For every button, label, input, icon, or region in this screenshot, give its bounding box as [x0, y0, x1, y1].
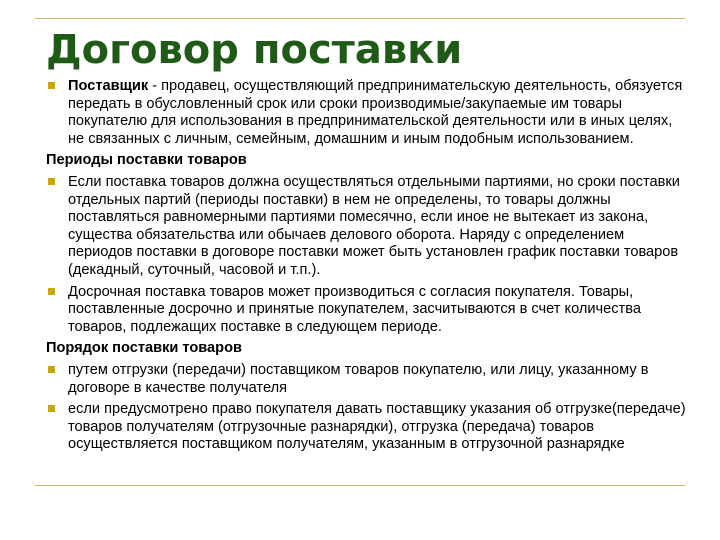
- supplier-term: Поставщик: [68, 78, 149, 94]
- square-bullet-icon: [48, 405, 55, 412]
- bullet-text: Если поставка товаров должна осуществляться отдельными партиями, но сроки поставки отдельных партий (периоды поставки) в нем не определены, то товары должны поставляться равномерными партиями помесячно, если иное не вытекает из закона, существа обязательства или обычаев делового оборота. Наряду с определением периодов поставки в договоре поставки может быть установлен график поставки товаров (декадный, суточный, часовой и т.п.).: [68, 173, 680, 278]
- square-bullet-icon: [48, 288, 55, 295]
- heading-delivery-periods: Периоды поставки товаров: [46, 152, 247, 169]
- slide-title: Договор поставки: [46, 27, 463, 73]
- supplier-definition-text: - продавец, осуществляющий предпринимательскую деятельность, обязуется передать в обусловленный срок или сроки производимые/закупаемые им товары покупателю для использования в предпринимательской деятельности или в иных целях, не связанных с личным, семейным, домашним и иным подобным использованием.: [68, 78, 683, 147]
- bullet-text: если предусмотрено право покупателя давать поставщику указания об отгрузке(передаче) товаров получателям (отгрузочные разнарядки), отгрузка (передача) товаров осуществляется поставщиком получателям, указанным в отгрузочной разнарядке: [68, 401, 686, 453]
- square-bullet-icon: [48, 366, 55, 373]
- bullet-text: путем отгрузки (передачи) поставщиком товаров покупателю, или лицу, указанному в договоре в качестве получателя: [68, 361, 649, 396]
- bullet-delivery-order-1: [46, 362, 686, 397]
- bullet-supplier-definition: [46, 78, 686, 148]
- square-bullet-icon: [48, 178, 55, 185]
- bullet-delivery-periods-2: [46, 284, 686, 337]
- bottom-divider: [35, 485, 685, 486]
- bullet-delivery-periods-1: [46, 174, 686, 280]
- bullet-text: Досрочная поставка товаров может производиться с согласия покупателя. Товары, поставленные досрочно и принятые покупателем, засчитываются в счет количества товаров, подлежащих поставке в следующем периоде.: [68, 283, 641, 335]
- top-divider: [35, 18, 685, 19]
- square-bullet-icon: [48, 82, 55, 89]
- slide-body: [46, 78, 686, 458]
- heading-delivery-order: Порядок поставки товаров: [46, 340, 242, 357]
- bullet-delivery-order-2: [46, 401, 686, 454]
